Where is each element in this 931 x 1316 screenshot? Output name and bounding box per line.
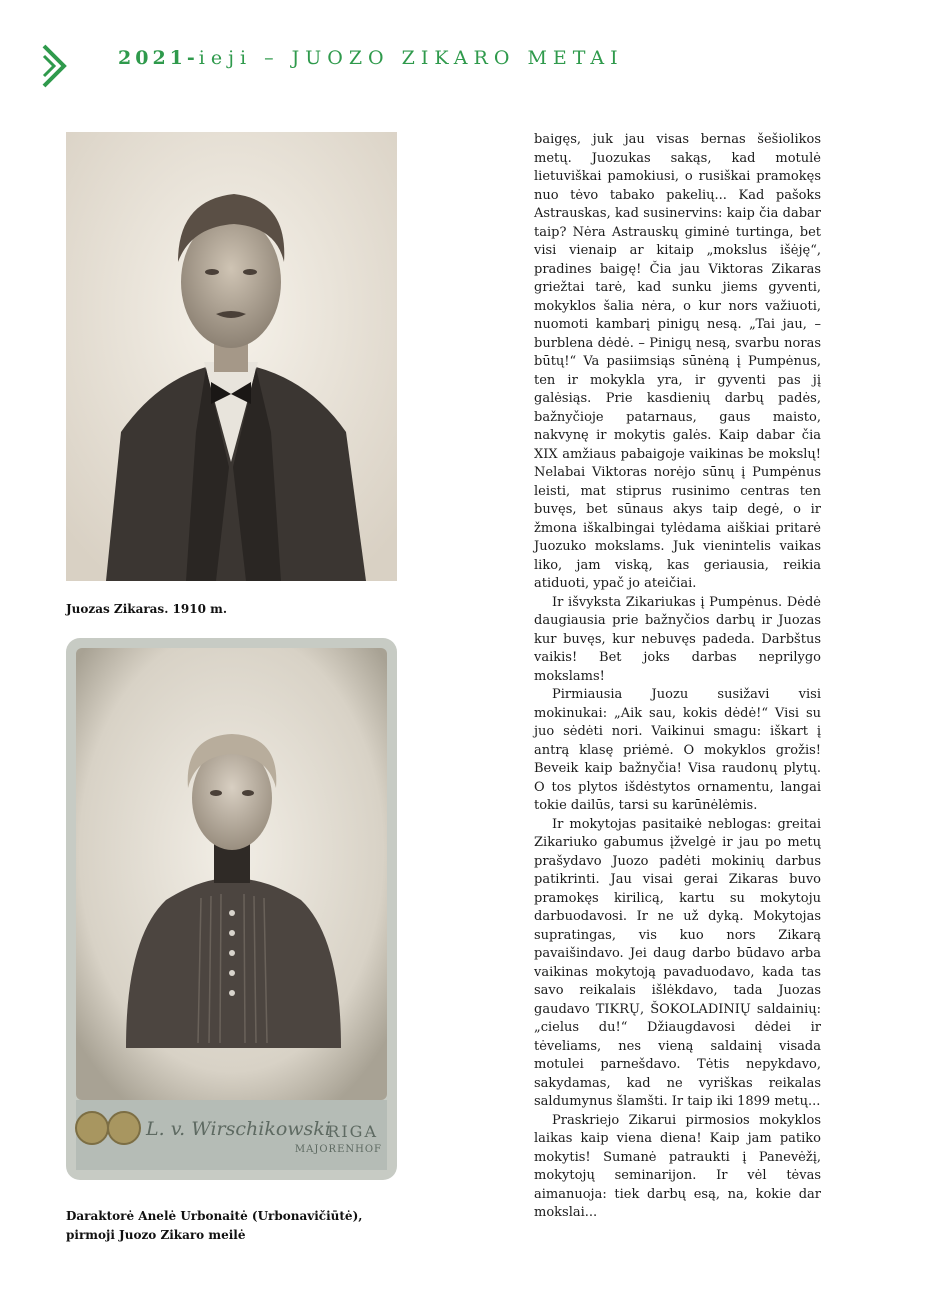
page-header: [0, 0, 931, 110]
body-paragraph: Ir išvyksta Zikariukas į Pumpėnus. Dėdė daugiausia prie bažnyčios darbų ir Juozas kur buvęs, kur nebuvęs padeda. Darbštus vaikis! Bet joks darbas neprilygo mokslams!: [534, 594, 821, 684]
body-paragraph: Pirmiausia Juozu susižavi visi mokinukai: „Aik sau, kokis dėdė!“ Visi su juo sėdėti nori. Vaikinui smagu: iškart į antrą klasę priėmė. O mokyklos grožis! Beveik kaip bažnyčia! Visa raudonų plytų. O tos plytos išdėstytos ornamentu, langai tokie dailūs, tarsi su karūnėlėmis.: [534, 687, 821, 813]
body-text-column: [534, 131, 821, 1223]
body-paragraph: Ir mokytojas pasitaikė neblogas: greitai Zikariuko gabumus įžvelgė ir jau po metų prašydavo Juozo padėti mokinių darbus patikrinti. Jau visai gerai Zikaras buvo pramokęs kirilicą, kartu su mokytoju darbuodavosi. Ir ne už dyką. Mokytojas supratingas, vis kuo nors Zikarą pavaišindavo. Jei daug darbo būdavo arba vaikinas mokytoją pavaduodavo, kada tas savo reikalais išlėkdavo, tada Juozas gaudavo TIKRŲ, ŠOKOLADINIŲ saldainių: „cielus du!“ Džiaugdavosi dėdei ir tėveliams, nes vieną saldainį visada motulei parnešdavo. Tėtis nepykdavo, sakydamas, kad ne vyriškas reikalas saldumynus šlamšti. Ir taip iki 1899 metų...: [534, 816, 821, 1109]
running-title-text: ieji – JUOZO ZIKARO METAI: [198, 47, 624, 69]
photo-caption-line: Daraktorė Anelė Urbonaitė (Urbonavičiūtė),: [66, 1209, 363, 1223]
photographer-name: L. v. Wirschikowski: [146, 1118, 331, 1140]
portrait-photo-anele-urbonaite: [66, 638, 397, 1180]
portrait-photo-juozas-zikaras: [66, 132, 397, 581]
running-title: [118, 47, 624, 69]
photo-caption: Juozas Zikaras. 1910 m.: [66, 602, 227, 616]
body-paragraph: Praskriejo Zikarui pirmosios mokyklos laikas kaip viena diena! Kaip jam patiko mokytis! Sumanė patraukti į Panevėžį, mokytojų seminarijon. Ir vėl tėvas aimanuoja: tiek darbų esą, na, kokie dar mokslai...: [534, 1112, 821, 1220]
double-chevron-right-icon: [40, 42, 70, 90]
photo-caption-line: pirmoji Juozo Zikaro meilė: [66, 1228, 246, 1242]
photographer-district: MAJORENHOF: [294, 1144, 382, 1155]
photographer-city: RIGA: [327, 1122, 378, 1141]
running-title-year: 2021-: [118, 47, 199, 69]
photo-caption: [66, 1207, 406, 1245]
photographer-imprint: [146, 1108, 386, 1168]
body-paragraph: baigęs, juk jau visas bernas šešiolikos metų. Juozukas sakąs, kad motulė lietuviškai pamokiusi, o rusiškai pramokęs nuo tėvo tabako pakelių... Kad pašoks Astrauskas, kad susinervins: kaip čia dabar taip? Nėra Astrauskų giminė turtinga, bet visi vienaip ar kitaip „mokslus išėję“, pradines baigę! Čia jau Viktoras Zikaras griežtai tarė, kad sunku jiems gyventi, mokyklos šalia nėra, o kur nors važiuoti, nuomoti kambarį pinigų nesą. „Tai jau, – burblena dėdė. – Pinigų nesą, svarbu noras būtų!“ Va pasiimsiąs sūnėną į Pumpėnus, ten ir mokykla yra, ir gyventi pas jį galėsiąs. Prie kasdienių darbų padės, bažnyčioje patarnaus, gaus maisto, nakvynę ir mokytis galės. Kaip dabar čia XIX amžiaus pabaigoje vaikinas be mokslų! Nelabai Viktoras norėjo sūnų į Pumpėnus leisti, mat stiprus rusinimo centras ten buvęs, bet sūnaus akys taip degė, o ir žmona iškalbingai tylėdama aiškiai pritarė Juozuko mokslams. Juk vienintelis vaikas liko, jam viską, kas geriausia, reikia atiduoti, ypač jo ateičiai.: [534, 132, 821, 591]
